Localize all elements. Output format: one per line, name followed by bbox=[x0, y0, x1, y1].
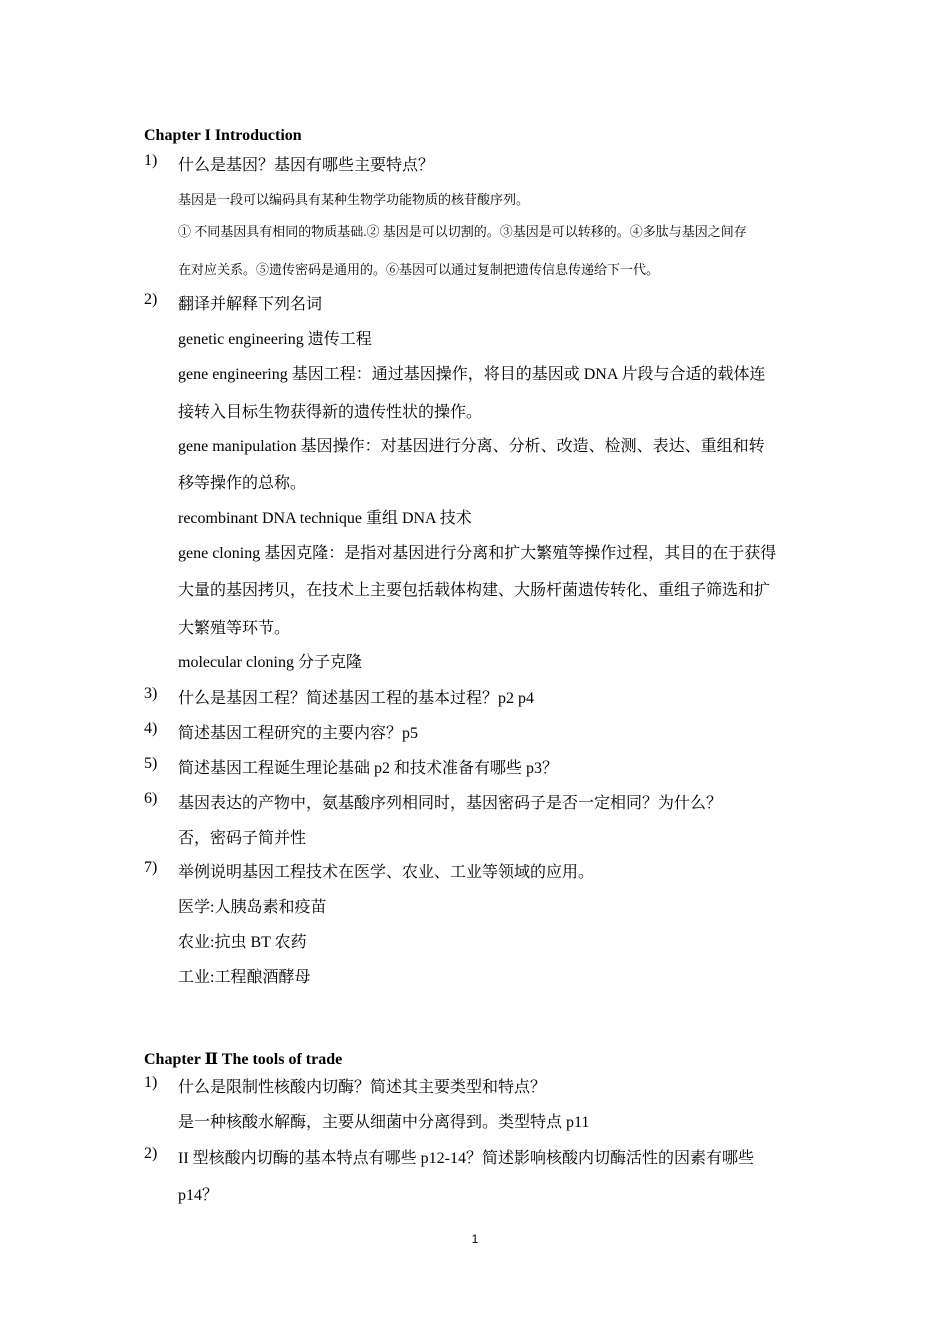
question-text: 举例说明基因工程技术在医学、农业、工业等领域的应用。 bbox=[178, 864, 595, 881]
question-number: 2) bbox=[144, 1145, 158, 1162]
question-number: 1) bbox=[144, 152, 158, 169]
question-text: 什么是限制性核酸内切酶？简述其主要类型和特点？ bbox=[178, 1079, 547, 1096]
page-number: 1 bbox=[471, 1232, 479, 1246]
question-number: 2) bbox=[144, 291, 158, 308]
answer-text: 医学:人胰岛素和疫苗 bbox=[178, 899, 327, 916]
question-number: 5) bbox=[144, 755, 158, 772]
question-number: 3) bbox=[144, 685, 158, 702]
question-number: 4) bbox=[144, 720, 158, 737]
question-number: 6) bbox=[144, 790, 158, 807]
answer-text: 工业:工程酿酒酵母 bbox=[178, 969, 311, 986]
answer-text: 是一种核酸水解酶，主要从细菌中分离得到。类型特点 p11 bbox=[178, 1114, 590, 1131]
question-number: 7) bbox=[144, 859, 158, 876]
question-text: II 型核酸内切酶的基本特点有哪些 p12-14？简述影响核酸内切酶活性的因素有哪些 bbox=[178, 1150, 754, 1167]
answer-text: 农业:抗虫 BT 农药 bbox=[178, 934, 307, 951]
answer-text: ① 不同基因具有相同的物质基础.② 基因是可以切割的。③基因是可以转移的。④多肽与基因之间存 bbox=[178, 224, 747, 239]
question-text: 基因表达的产物中，氨基酸序列相同时，基因密码子是否一定相同？为什么？ bbox=[178, 795, 723, 812]
question-text: 简述基因工程诞生理论基础 p2 和技术准备有哪些 p3？ bbox=[178, 760, 559, 777]
chapter-2-heading: Chapter Ⅱ The tools of trade bbox=[144, 1051, 343, 1068]
chapter-1-heading: Chapter I Introduction bbox=[144, 127, 302, 144]
term-definition: gene manipulation 基因操作：对基因进行分离、分析、改造、检测、表达、重组和转 bbox=[178, 438, 765, 455]
question-text: 什么是基因？基因有哪些主要特点？ bbox=[178, 157, 435, 174]
question-text: p14？ bbox=[178, 1187, 219, 1204]
answer-text: 在对应关系。⑤遗传密码是通用的。⑥基因可以通过复制把遗传信息传递给下一代。 bbox=[178, 262, 660, 277]
answer-text: 否，密码子简并性 bbox=[178, 830, 307, 847]
term-definition: 大量的基因拷贝，在技术上主要包括载体构建、大肠杆菌遗传转化、重组子筛选和扩 bbox=[178, 582, 771, 599]
term-definition: 移等操作的总称。 bbox=[178, 475, 307, 492]
question-text: 简述基因工程研究的主要内容？p5 bbox=[178, 725, 419, 742]
term-definition: recombinant DNA technique 重组 DNA 技术 bbox=[178, 510, 472, 527]
term-definition: gene engineering 基因工程：通过基因操作，将目的基因或 DNA 片段与合适的载体连 bbox=[178, 366, 766, 383]
term-definition: molecular cloning 分子克隆 bbox=[178, 654, 362, 671]
term-definition: gene cloning 基因克隆：是指对基因进行分离和扩大繁殖等操作过程，其目的在于获得 bbox=[178, 545, 777, 562]
question-text: 什么是基因工程？简述基因工程的基本过程？p2 p4 bbox=[178, 690, 535, 707]
term-definition: 大繁殖等环节。 bbox=[178, 620, 291, 637]
term-definition: 接转入目标生物获得新的遗传性状的操作。 bbox=[178, 404, 483, 421]
question-text: 翻译并解释下列名词 bbox=[178, 296, 323, 313]
term-definition: genetic engineering 遗传工程 bbox=[178, 331, 372, 348]
answer-text: 基因是一段可以编码具有某种生物学功能物质的核苷酸序列。 bbox=[178, 192, 530, 207]
question-number: 1) bbox=[144, 1074, 158, 1091]
